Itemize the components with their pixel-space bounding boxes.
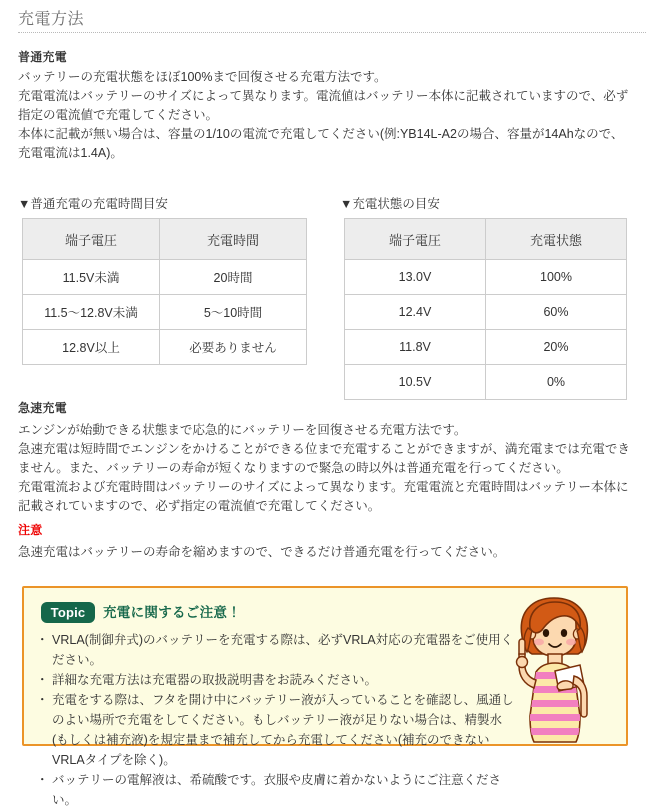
table-caption-charge-time: ▼普通充電の充電時間目安 [18,197,168,211]
cell-voltage: 10.5V [345,365,486,400]
list-item: ・ 詳細な充電方法は充電器の取扱説明書をお読みください。 [39,670,517,690]
table-caption-charge-state: ▼充電状態の目安 [340,197,440,211]
column-header-terminal-voltage: 端子電圧 [345,219,486,260]
topic-badge: Topic [41,602,95,623]
cell-time: 20時間 [160,260,307,295]
table-row [23,260,307,295]
section-heading-normal-charge: 普通充電 [18,50,67,64]
list-item: ・ バッテリーの電解液は、希硫酸です。衣服や皮膚に着かないようにご注意ください。 [39,770,517,810]
list-item: ・ 充電をする際は、フタを開け中にバッテリー液が入っていることを確認し、風通しのよい場所で充電をしてください。もしバッテリー液が足りない場合は、精製水(もしくは補充液)を規定量まで補充してから充電してください(補充のできないVRLAタイプを除く)。 [39,690,517,770]
table-row [345,365,627,400]
table-row [23,330,307,365]
table-row [345,330,627,365]
cell-voltage: 12.8V以上 [23,330,160,365]
quick-charge-paragraph-1: エンジンが始動できる状態まで応急的にバッテリーを回復させる充電方法です。 [18,423,467,437]
normal-charge-paragraph-3: 本体に記載が無い場合は、容量の1/10の電流で充電してください(例:YB14L-A2の場合、容量が14Ahなので、充電電流は1.4A)。 [18,127,624,160]
cell-state: 0% [486,365,627,400]
table-charge-time [22,218,307,365]
table-header-row [23,219,307,260]
quick-charge-paragraph-2: 急速充電は短時間でエンジンをかけることができる位まで充電することができますが、満充電までは充電できません。また、バッテリーの寿命が短くなりますので緊急の時以外は普通充電を行ってください。 [18,442,630,475]
list-item: ・ VRLA(制御弁式)のバッテリーを充電する際は、必ずVRLA対応の充電器をご使用ください。 [39,630,517,670]
table-row [345,295,627,330]
cell-voltage: 11.5V未満 [23,260,160,295]
topic-title: 充電に関するご注意！ [103,605,241,620]
table-row [23,295,307,330]
cell-voltage: 13.0V [345,260,486,295]
topic-callout-box [22,586,628,807]
topic-notes-list [39,630,517,810]
normal-charge-paragraph-1: バッテリーの充電状態をほぼ100%まで回復させる充電方法です。 [18,70,387,84]
table-row [345,260,627,295]
section-heading-caution: 注意 [18,523,43,537]
title-divider [18,32,646,33]
woman-pointing-illustration [492,592,618,744]
caution-paragraph-1: 急速充電はバッテリーの寿命を縮めますので、できるだけ普通充電を行ってください。 [18,545,506,559]
cell-time: 5～10時間 [160,295,307,330]
cell-time: 必要ありません [160,330,307,365]
cell-voltage: 11.8V [345,330,486,365]
cell-state: 20% [486,330,627,365]
cell-voltage: 12.4V [345,295,486,330]
page-title: 充電方法 [18,11,85,28]
column-header-terminal-voltage: 端子電圧 [23,219,160,260]
cell-state: 60% [486,295,627,330]
cell-state: 100% [486,260,627,295]
cell-voltage: 11.5～12.8V未満 [23,295,160,330]
column-header-charge-time: 充電時間 [160,219,307,260]
section-heading-quick-charge: 急速充電 [18,401,67,415]
column-header-charge-state: 充電状態 [486,219,627,260]
quick-charge-paragraph-3: 充電電流および充電時間はバッテリーのサイズによって異なります。充電電流と充電時間はバッテリー本体に記載されていますので、必ず指定の電流値で充電してください。 [18,480,629,513]
normal-charge-paragraph-2: 充電電流はバッテリーのサイズによって異なります。電流値はバッテリー本体に記載されていますので、必ず指定の電流値で充電してください。 [18,89,629,122]
table-charge-state [344,218,627,400]
table-header-row [345,219,627,260]
